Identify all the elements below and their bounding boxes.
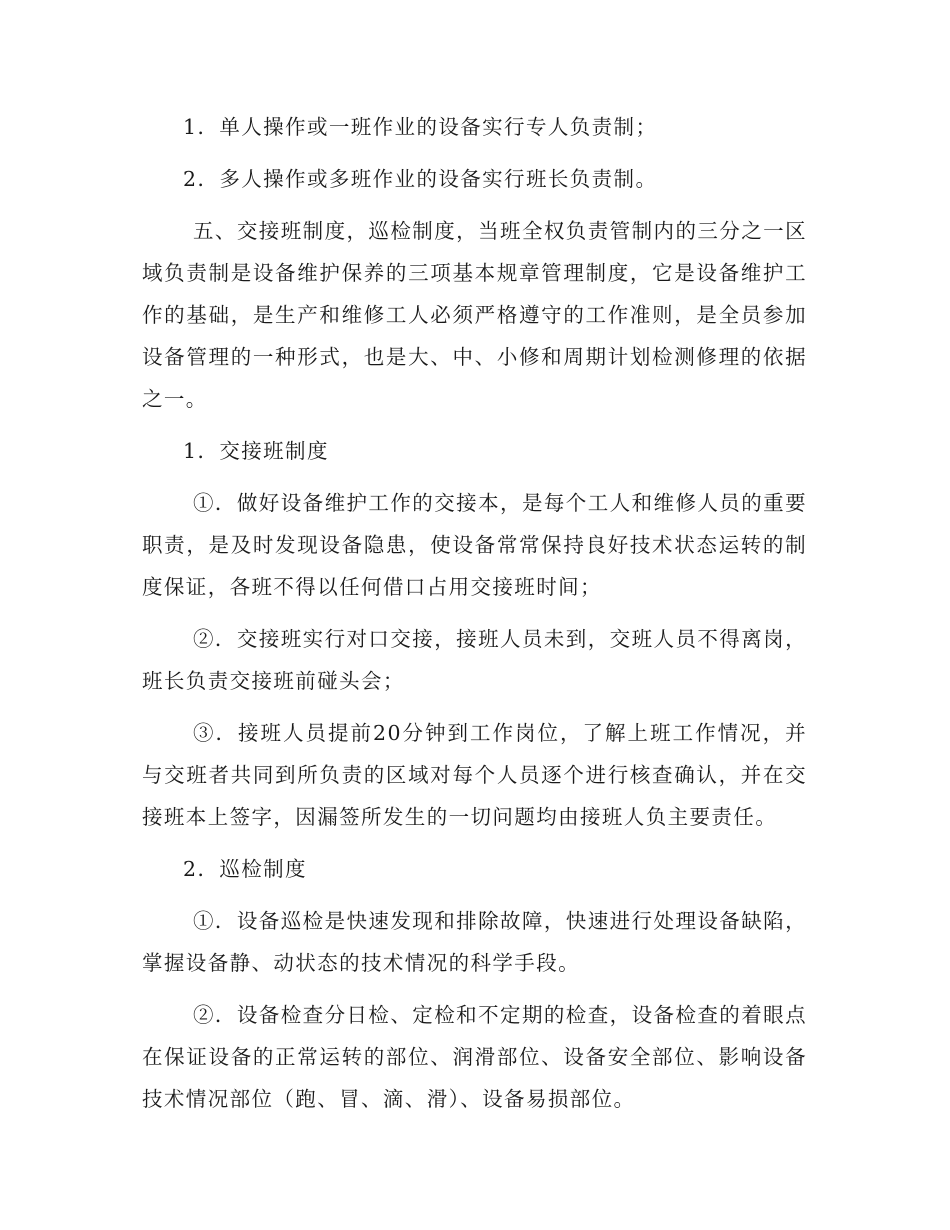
- paragraph-handover-item-3: ③．接班人员提前20分钟到工作岗位，了解上班工作情况，并与交班者共同到所负责的区域对每个人员逐个进行核查确认，并在交接班本上签字，因漏签所发生的一切问题均由接班人负主要责任。: [142, 721, 807, 829]
- paragraph-inspection-item-2: ②．设备检查分日检、定检和不定期的检查，设备检查的着眼点在保证设备的正常运转的部位、润滑部位、设备安全部位、影响设备技术情况部位（跑、冒、滴、滑）、设备易损部位。: [142, 1003, 807, 1111]
- paragraph-handover-item-1: ①．做好设备维护工作的交接本，是每个工人和维修人员的重要职责，是及时发现设备隐患，使设备常常保持良好技术状态运转的制度保证，各班不得以任何借口占用交接班时间；: [142, 491, 807, 599]
- paragraph-inspection-item-1: ①．设备巡检是快速发现和排除故障，快速进行处理设备缺陷，掌握设备静、动状态的技术情况的科学手段。: [142, 909, 807, 975]
- heading-inspection: 2．巡检制度: [183, 857, 307, 881]
- heading-shift-handover: 1．交接班制度: [183, 439, 329, 463]
- paragraph-section-five: 五、交接班制度，巡检制度，当班全权负责管制内的三分之一区域负责制是设备维护保养的三项基本规章管理制度，它是设备维护工作的基础，是生产和维修工人必须严格遵守的工作准则，是全员参加设备管理的一种形式，也是大、中、小修和周期计划检测修理的依据之一。: [142, 219, 807, 411]
- paragraph-multi-operator: 2．多人操作或多班作业的设备实行班长负责制。: [183, 167, 658, 191]
- paragraph-handover-item-2: ②．交接班实行对口交接，接班人员未到，交班人员不得离岗，班长负责交接班前碰头会；: [142, 627, 807, 693]
- paragraph-single-operator: 1．单人操作或一班作业的设备实行专人负责制；: [183, 115, 658, 139]
- document-page: [142, 106, 807, 1120]
